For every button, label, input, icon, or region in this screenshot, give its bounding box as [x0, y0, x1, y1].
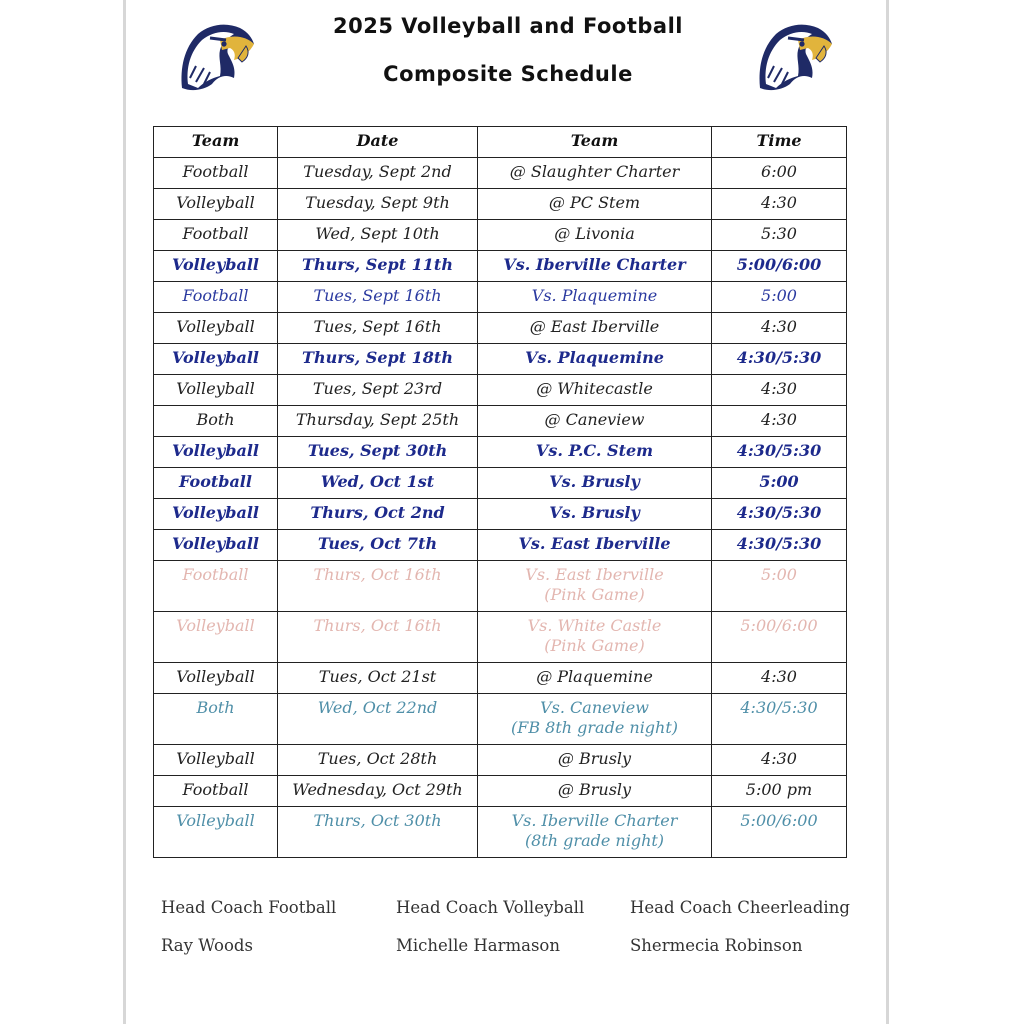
- table-row: [154, 776, 847, 807]
- cell-team: [154, 561, 278, 612]
- cell-time-text: 5:30: [761, 224, 797, 243]
- cell-opponent-text: Vs. P.C. Stem: [535, 441, 654, 460]
- table-row: [154, 745, 847, 776]
- cell-team: [154, 189, 278, 220]
- cell-date-text: Thurs, Oct 30th: [313, 811, 442, 830]
- cell-time: [712, 375, 847, 406]
- cell-date: [278, 437, 478, 468]
- cell-team-text: Football: [182, 224, 249, 243]
- cell-date-text: Wednesday, Oct 29th: [292, 780, 463, 799]
- cell-date: [278, 189, 478, 220]
- table-row: [154, 499, 847, 530]
- cell-time-text: 5:00 pm: [745, 780, 813, 799]
- cell-date: [278, 745, 478, 776]
- cell-time: [712, 313, 847, 344]
- cell-opponent: [478, 344, 712, 375]
- cell-team-text: Volleyball: [176, 317, 255, 336]
- cell-team-text: Volleyball: [172, 255, 259, 274]
- cell-time-text: 4:30: [761, 379, 797, 398]
- cell-opponent-text: Vs. Plaquemine: [531, 286, 658, 305]
- header-time: Time: [712, 127, 847, 158]
- cell-time-text: 4:30: [761, 749, 797, 768]
- coach-role: Head Coach Football: [161, 898, 337, 917]
- cell-opponent-note: (FB 8th grade night): [510, 718, 679, 737]
- cell-date-text: Tues, Oct 7th: [317, 534, 438, 553]
- cell-opponent-text: Vs. Caneview: [540, 698, 649, 717]
- cell-date-text: Tues, Sept 23rd: [312, 379, 443, 398]
- cell-team: [154, 437, 278, 468]
- cell-team: [154, 282, 278, 313]
- schedule-table: [153, 126, 847, 858]
- cell-opponent-text: @ East Iberville: [529, 317, 660, 336]
- header-opponent: Team: [478, 127, 712, 158]
- cell-date: [278, 158, 478, 189]
- cell-team-text: Volleyball: [172, 503, 259, 522]
- cell-team: [154, 313, 278, 344]
- cell-team-text: Volleyball: [176, 193, 255, 212]
- cell-team: [154, 251, 278, 282]
- cell-time-text: 5:00/6:00: [736, 255, 822, 274]
- cell-opponent: [478, 313, 712, 344]
- cell-date-text: Wed, Oct 22nd: [317, 698, 438, 717]
- cell-opponent: [478, 561, 712, 612]
- cell-date-text: Tues, Sept 16th: [313, 317, 442, 336]
- cell-team-text: Football: [182, 162, 249, 181]
- cell-team: [154, 375, 278, 406]
- cell-team: [154, 807, 278, 858]
- cell-opponent-text: @ Brusly: [557, 780, 632, 799]
- header-team: Team: [154, 127, 278, 158]
- eagle-logo-right-icon: [754, 18, 834, 92]
- cell-opponent-text: Vs. East Iberville: [525, 565, 664, 584]
- cell-opponent: [478, 251, 712, 282]
- cell-team-text: Both: [196, 698, 235, 717]
- cell-opponent-text: @ Plaquemine: [536, 667, 653, 686]
- cell-team-text: Football: [179, 472, 252, 491]
- cell-time-text: 4:30/5:30: [736, 534, 822, 553]
- cell-time-text: 6:00: [761, 162, 797, 181]
- cell-time: [712, 807, 847, 858]
- cell-time-text: 4:30/5:30: [740, 698, 818, 717]
- cell-time: [712, 189, 847, 220]
- cell-team: [154, 468, 278, 499]
- table-row: [154, 663, 847, 694]
- cell-date-text: Wed, Sept 10th: [315, 224, 440, 243]
- cell-opponent-text: @ Caneview: [544, 410, 645, 429]
- table-row: [154, 612, 847, 663]
- cell-opponent-note: (Pink Game): [544, 636, 645, 655]
- cell-date: [278, 220, 478, 251]
- cell-team-text: Football: [182, 565, 249, 584]
- cell-team-text: Volleyball: [172, 534, 259, 553]
- table-row: [154, 282, 847, 313]
- cell-opponent: [478, 694, 712, 745]
- table-row: [154, 313, 847, 344]
- cell-date-text: Tuesday, Sept 9th: [305, 193, 450, 212]
- cell-time-text: 5:00/6:00: [740, 616, 818, 635]
- cell-time-text: 4:30/5:30: [736, 503, 822, 522]
- cell-time-text: 5:00: [759, 472, 799, 491]
- cell-time-text: 4:30: [761, 193, 797, 212]
- cell-date-text: Thurs, Oct 16th: [313, 616, 442, 635]
- cell-time: [712, 437, 847, 468]
- header-date: Date: [278, 127, 478, 158]
- cell-time: [712, 776, 847, 807]
- cell-opponent-text: @ Brusly: [557, 749, 632, 768]
- cell-time: [712, 158, 847, 189]
- table-row: [154, 251, 847, 282]
- cell-date: [278, 612, 478, 663]
- table-row: [154, 158, 847, 189]
- cell-date-text: Tues, Oct 28th: [317, 749, 438, 768]
- cell-time: [712, 530, 847, 561]
- cell-date-text: Wed, Oct 1st: [320, 472, 435, 491]
- cell-opponent-text: Vs. Iberville Charter: [503, 255, 686, 274]
- cell-time: [712, 468, 847, 499]
- cell-time: [712, 406, 847, 437]
- cell-date-text: Thursday, Sept 25th: [295, 410, 460, 429]
- cell-opponent-text: Vs. White Castle: [527, 616, 662, 635]
- cell-time-text: 5:00: [761, 565, 797, 584]
- cell-date: [278, 375, 478, 406]
- cell-date-text: Thurs, Oct 2nd: [310, 503, 445, 522]
- cell-time: [712, 694, 847, 745]
- schedule-title-line1: 2025 Volleyball and Football: [333, 14, 683, 38]
- cell-team: [154, 406, 278, 437]
- cell-team-text: Both: [196, 410, 235, 429]
- table-row: [154, 406, 847, 437]
- cell-time: [712, 220, 847, 251]
- cell-date: [278, 344, 478, 375]
- cell-opponent-text: Vs. Brusly: [549, 503, 640, 522]
- cell-time: [712, 612, 847, 663]
- cell-date-text: Thurs, Sept 11th: [302, 255, 453, 274]
- cell-time: [712, 745, 847, 776]
- cell-time-text: 4:30: [761, 410, 797, 429]
- cell-opponent: [478, 530, 712, 561]
- cell-date: [278, 807, 478, 858]
- table-row: [154, 468, 847, 499]
- cell-team: [154, 499, 278, 530]
- cell-date-text: Thurs, Oct 16th: [313, 565, 442, 584]
- cell-team-text: Volleyball: [172, 348, 259, 367]
- table-row: [154, 220, 847, 251]
- cell-team-text: Volleyball: [176, 667, 255, 686]
- cell-date: [278, 406, 478, 437]
- cell-date: [278, 776, 478, 807]
- cell-team: [154, 344, 278, 375]
- cell-date-text: Thurs, Sept 18th: [302, 348, 453, 367]
- cell-team: [154, 694, 278, 745]
- cell-date-text: Tues, Sept 16th: [313, 286, 442, 305]
- cell-team: [154, 612, 278, 663]
- table-row: [154, 375, 847, 406]
- cell-team-text: Volleyball: [176, 749, 255, 768]
- cell-date: [278, 530, 478, 561]
- cell-date-text: Tues, Sept 30th: [307, 441, 448, 460]
- table-row: [154, 807, 847, 858]
- table-row: [154, 189, 847, 220]
- cell-opponent: [478, 282, 712, 313]
- cell-time-text: 5:00/6:00: [740, 811, 818, 830]
- coach-name: Michelle Harmason: [396, 936, 560, 955]
- coach-role: Head Coach Volleyball: [396, 898, 585, 917]
- cell-opponent: [478, 189, 712, 220]
- schedule-table-body: [154, 158, 847, 858]
- cell-team-text: Volleyball: [172, 441, 259, 460]
- cell-opponent-text: Vs. Iberville Charter: [511, 811, 678, 830]
- cell-opponent-text: @ Whitecastle: [536, 379, 653, 398]
- cell-date: [278, 282, 478, 313]
- cell-date: [278, 499, 478, 530]
- table-row: [154, 437, 847, 468]
- cell-team-text: Volleyball: [176, 379, 255, 398]
- cell-team: [154, 663, 278, 694]
- cell-opponent: [478, 220, 712, 251]
- table-row: [154, 530, 847, 561]
- coach-name: Ray Woods: [161, 936, 253, 955]
- cell-team: [154, 220, 278, 251]
- coach-name: Shermecia Robinson: [630, 936, 803, 955]
- cell-opponent-text: Vs. Brusly: [549, 472, 640, 491]
- cell-opponent: [478, 745, 712, 776]
- cell-opponent: [478, 158, 712, 189]
- cell-opponent: [478, 468, 712, 499]
- cell-date: [278, 468, 478, 499]
- cell-team-text: Volleyball: [176, 811, 255, 830]
- cell-opponent: [478, 375, 712, 406]
- table-header-row: [154, 127, 847, 158]
- cell-time: [712, 499, 847, 530]
- cell-time: [712, 282, 847, 313]
- cell-time-text: 4:30/5:30: [736, 441, 822, 460]
- cell-opponent-note: (Pink Game): [544, 585, 645, 604]
- cell-time: [712, 251, 847, 282]
- schedule-title-line2: Composite Schedule: [383, 62, 633, 86]
- table-row: [154, 561, 847, 612]
- cell-opponent: [478, 612, 712, 663]
- right-page-border: [886, 0, 889, 1024]
- cell-date: [278, 251, 478, 282]
- cell-date: [278, 561, 478, 612]
- cell-time-text: 4:30: [761, 317, 797, 336]
- cell-time: [712, 344, 847, 375]
- cell-team: [154, 530, 278, 561]
- cell-time: [712, 663, 847, 694]
- cell-opponent-text: Vs. Plaquemine: [525, 348, 664, 367]
- cell-opponent: [478, 776, 712, 807]
- cell-opponent-text: Vs. East Iberville: [518, 534, 671, 553]
- cell-date: [278, 313, 478, 344]
- cell-date-text: Tuesday, Sept 2nd: [303, 162, 452, 181]
- table-row: [154, 694, 847, 745]
- cell-opponent-text: @ Livonia: [554, 224, 635, 243]
- cell-opponent: [478, 499, 712, 530]
- cell-team-text: Football: [182, 286, 249, 305]
- cell-opponent-text: @ Slaughter Charter: [509, 162, 680, 181]
- cell-opponent: [478, 807, 712, 858]
- coach-role: Head Coach Cheerleading: [630, 898, 850, 917]
- cell-opponent: [478, 663, 712, 694]
- cell-opponent-note: (8th grade night): [524, 831, 665, 850]
- table-row: [154, 344, 847, 375]
- cell-date: [278, 694, 478, 745]
- left-page-border: [123, 0, 126, 1024]
- cell-time-text: 5:00: [761, 286, 797, 305]
- cell-time-text: 4:30: [761, 667, 797, 686]
- cell-team-text: Volleyball: [176, 616, 255, 635]
- cell-time-text: 4:30/5:30: [736, 348, 822, 367]
- cell-date: [278, 663, 478, 694]
- cell-opponent-text: @ PC Stem: [548, 193, 641, 212]
- cell-time: [712, 561, 847, 612]
- cell-team: [154, 745, 278, 776]
- cell-date-text: Tues, Oct 21st: [318, 667, 437, 686]
- cell-team: [154, 158, 278, 189]
- cell-opponent: [478, 437, 712, 468]
- cell-opponent: [478, 406, 712, 437]
- cell-team: [154, 776, 278, 807]
- cell-team-text: Football: [182, 780, 249, 799]
